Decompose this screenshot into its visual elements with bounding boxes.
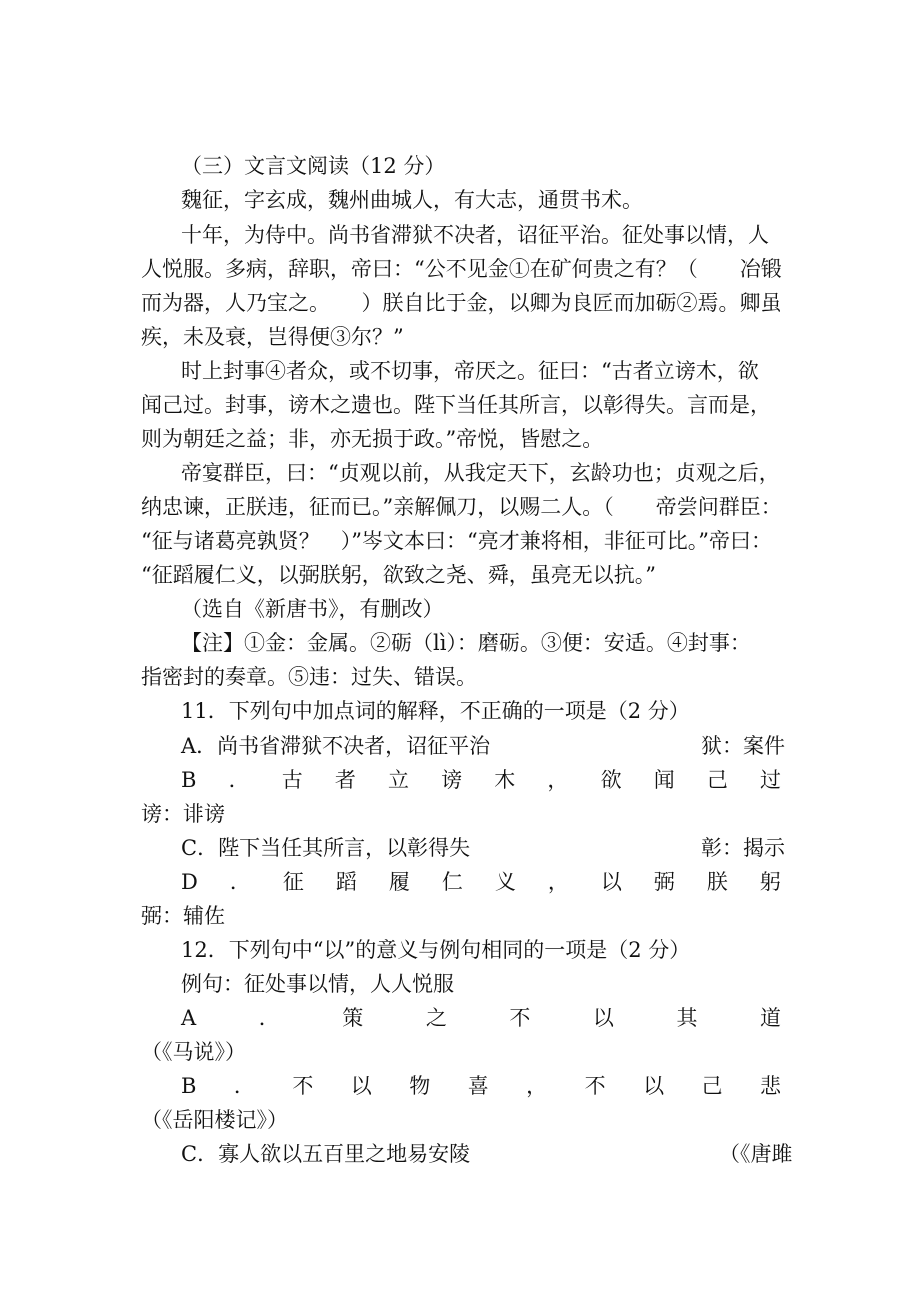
option-b-char: 欲 — [600, 768, 622, 792]
option-a-char: 之 — [425, 1006, 447, 1030]
option-d-char: ， — [547, 870, 569, 894]
option-b-char: 立 — [388, 768, 409, 792]
option-b-char: 古 — [281, 768, 303, 792]
paragraph-3-line-3: 则为朝廷之益；非，亦无损于政。”帝悦，皆慰之。 — [141, 427, 604, 451]
option-c-text: C．陛下当任其所言，以彰得失 — [181, 836, 471, 860]
paragraph-3-line-2: 闻己过。封事，谤木之遗也。陛下当任其所言，以彰得失。言而是， — [141, 393, 771, 417]
option-b-char: 以 — [643, 1074, 665, 1098]
option-b-char: 悲 — [759, 1074, 781, 1098]
option-c-gloss: 彰：揭示 — [701, 836, 785, 860]
option-b-char: B — [181, 1074, 197, 1098]
question-12-option-b — [181, 1069, 781, 1103]
option-b-char: 木 — [494, 768, 516, 792]
paragraph-2-line-4: 疾，未及衰，岂得便③尔？” — [141, 325, 404, 349]
option-b-char: 喜 — [467, 1074, 489, 1098]
option-b-source: （《岳阳楼记》） — [141, 1108, 288, 1132]
question-11-stem: 11．下列句中加点词的解释，不正确的一项是（2 分） — [181, 699, 690, 723]
option-b-char: 者 — [334, 768, 356, 792]
option-a-char: 不 — [509, 1006, 531, 1030]
section-heading: （三）文言文阅读（12 分） — [181, 154, 446, 178]
option-b-char: 不 — [584, 1074, 606, 1098]
source-citation: （选自《新唐书》，有删改） — [181, 597, 444, 621]
option-b-char: 己 — [706, 768, 728, 792]
option-d-char: 弼 — [653, 870, 675, 894]
question-12-stem: 12．下列句中“以”的意义与例句相同的一项是（2 分） — [181, 938, 691, 962]
question-11-option-a — [181, 729, 785, 763]
option-d-char: 义 — [494, 870, 516, 894]
option-d-char: 履 — [388, 870, 410, 894]
notes-line-1: 【注】①金：金属。②砺（lì）：磨砺。③便：安适。④封事： — [181, 631, 751, 655]
option-b-char: 过 — [759, 768, 781, 792]
option-d-char: 征 — [282, 870, 304, 894]
option-d-char: ． — [229, 870, 251, 894]
option-b-char: 谤 — [441, 768, 463, 792]
notes-line-2: 指密封的奏章。⑤违：过失、错误。 — [141, 665, 477, 689]
paragraph-1: 魏征，字玄成，魏州曲城人，有大志，通贯书术。 — [181, 188, 643, 212]
option-b-char: ． — [228, 768, 250, 792]
question-12-option-c — [181, 1137, 793, 1171]
paragraph-4-line-1: 帝宴群臣，曰：“贞观以前，从我定天下，玄龄功也；贞观之后， — [181, 461, 780, 485]
option-a-char: 道 — [760, 1006, 781, 1030]
option-a-char: ． — [258, 1006, 280, 1030]
option-a-text: A．尚书省滞狱不决者，诏征平治 — [181, 734, 491, 758]
option-d-char: 仁 — [441, 870, 463, 894]
question-12-option-a — [181, 1001, 781, 1035]
option-b-char: ， — [547, 768, 569, 792]
option-c-text: C．寡人欲以五百里之地易安陵 — [181, 1142, 471, 1166]
option-a-gloss: 狱：案件 — [701, 734, 785, 758]
option-b-char: 己 — [701, 1074, 723, 1098]
option-b-char: B — [181, 768, 197, 792]
question-12-example: 例句：征处事以情，人人悦服 — [181, 972, 454, 996]
paragraph-4-line-4: “征蹈履仁义，以弼朕躬，欲致之尧、舜，虽亮无以抗。” — [141, 563, 656, 587]
option-b-char: ， — [526, 1074, 548, 1098]
paragraph-2-line-3: 而为器，人乃宝之。 ）朕自比于金，以卿为良匠而加砺②焉。卿虽 — [141, 291, 782, 315]
question-11-option-c — [181, 831, 785, 865]
option-b-char: 闻 — [653, 768, 675, 792]
option-a-char: 以 — [592, 1006, 614, 1030]
option-d-char: 蹈 — [335, 870, 357, 894]
option-b-char: 不 — [292, 1074, 314, 1098]
option-c-source: （《唐雎 — [719, 1142, 793, 1166]
option-d-char: 躬 — [759, 870, 781, 894]
option-b-char: ． — [233, 1074, 255, 1098]
paragraph-3-line-1: 时上封事④者众，或不切事，帝厌之。征曰：“古者立谤木，欲 — [181, 359, 759, 383]
option-b-char: 物 — [409, 1074, 431, 1098]
option-d-char: D — [181, 870, 198, 894]
question-11-option-d — [181, 865, 781, 899]
paragraph-2-line-2: 人悦服。多病，辞职，帝曰：“公不见金①在矿何贵之有？（ 冶锻 — [141, 257, 782, 281]
option-a-source: （《马说》） — [141, 1040, 246, 1064]
option-a-char: 策 — [342, 1006, 364, 1030]
question-11-option-b — [181, 763, 781, 797]
paragraph-4-line-2: 纳忠谏，正朕违，征而已。”亲解佩刀，以赐二人。（ 帝尝问群臣： — [141, 495, 782, 519]
option-a-char: A — [181, 1006, 197, 1030]
option-d-char: 以 — [600, 870, 622, 894]
option-a-char: 其 — [676, 1006, 698, 1030]
option-b-gloss: 谤：诽谤 — [141, 802, 225, 826]
paragraph-2-line-1: 十年，为侍中。尚书省滞狱不决者，诏征平治。征处事以情，人 — [181, 223, 769, 247]
paragraph-4-line-3: “征与诸葛亮孰贤？ ）”岑文本曰：“亮才兼将相，非征可比。”帝曰： — [141, 529, 772, 553]
option-b-char: 以 — [350, 1074, 372, 1098]
option-d-char: 朕 — [706, 870, 728, 894]
option-d-gloss: 弼：辅佐 — [141, 904, 225, 928]
